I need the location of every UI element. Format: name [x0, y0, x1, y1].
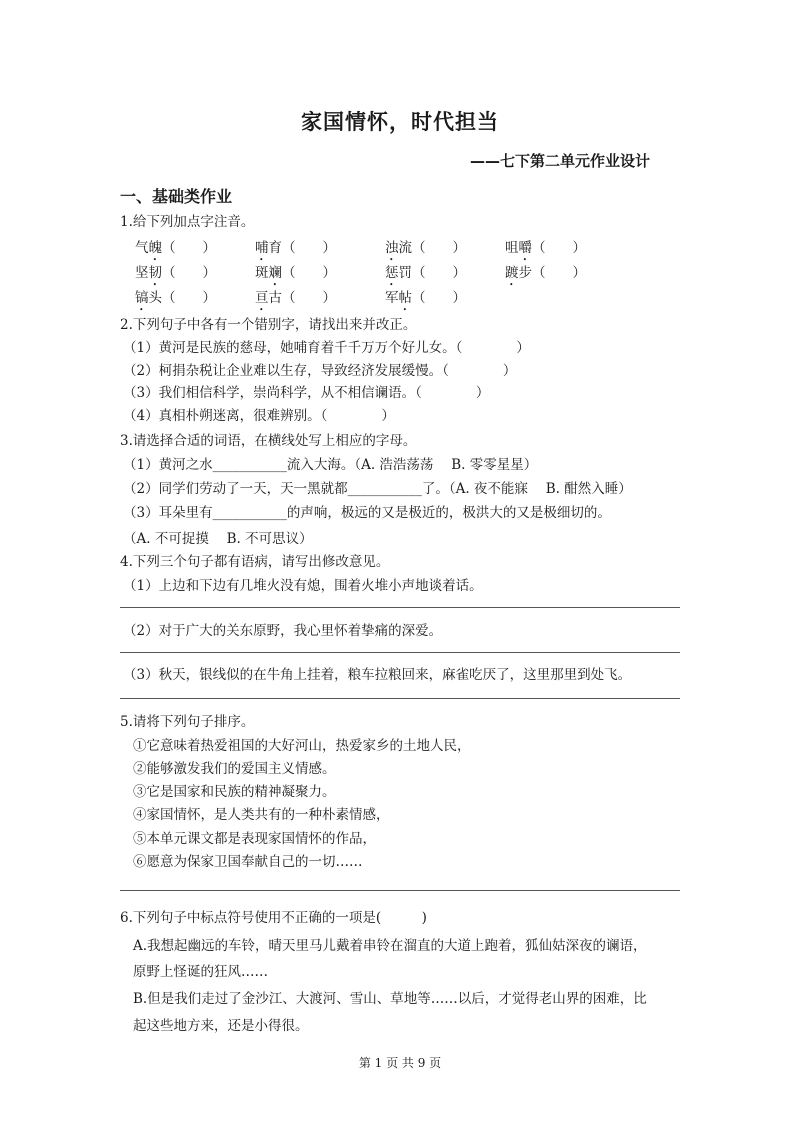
option-b: B.但是我们走过了金沙江、大渡河、雪山、草地等……以后，才觉得老山界的困难，比 [133, 991, 647, 1007]
question-2-stem: 2.下列句子中各有一个错别字，请找出来并改正。 [120, 317, 417, 333]
question-2-line: （3）我们相信科学，崇尚科学，从不相信谰语。（ ） [123, 385, 490, 401]
question-2-line: （4）真相朴朔迷离，很难辨别。（ ） [123, 408, 395, 424]
question-6-stem: 6.下列句子中标点符号使用不正确的一项是( ) [120, 910, 427, 926]
question-4-stem: 4.下列三个句子都有语病，请写出修改意见。 [120, 554, 390, 570]
page-footer: 第 1 页 共 9 页 [358, 1056, 442, 1070]
pinyin-item: 咀嚼（ ） [505, 240, 586, 256]
pinyin-item: 踱步（ ） [505, 265, 586, 281]
question-4-line: （3）秋天，银线似的在牛角上挂着，粮车拉粮回来，麻雀吃厌了，这里那里到处飞。 [123, 667, 632, 683]
question-5-line: ①它意味着热爱祖国的大好河山，热爱家乡的土地人民， [133, 738, 471, 754]
option-a: A.我想起幽远的车铃，晴天里马儿戴着串铃在溜直的大道上跑着，狐仙姑深夜的谰语， [133, 938, 647, 954]
pinyin-item: 气魄（ ） [135, 240, 216, 256]
question-5-line: ②能够激发我们的爱国主义情感。 [133, 761, 336, 777]
pinyin-item: 哺育（ ） [255, 240, 336, 256]
question-3-line: （2）同学们劳动了一天，天一黑就都___________了。（A. 夜不能寐 B. 酣然入睡） [123, 481, 632, 497]
question-5-line: ⑥愿意为保家卫国奉献自己的一切…… [133, 854, 363, 870]
pinyin-item: 斑斓（ ） [255, 265, 336, 281]
answer-line [120, 890, 680, 891]
pinyin-item: 坚韧（ ） [135, 265, 216, 281]
question-3-stem: 3.请选择合适的词语，在横线处写上相应的字母。 [120, 433, 417, 449]
question-5-line: ⑤本单元课文都是表现家国情怀的作品， [133, 831, 376, 847]
page-subtitle: ——七下第二单元作业设计 [470, 152, 651, 170]
question-2-line: （1）黄河是民族的慈母，她哺育着千千万万个好儿女。（ ） [123, 340, 530, 356]
answer-line [120, 698, 680, 699]
question-2-line: （2）柯捐杂税让企业难以生存，导致经济发展缓慢。（ ） [123, 363, 517, 379]
option-b-cont: 起这些地方来，还是小得很。 [133, 1018, 309, 1034]
pinyin-item: 亘古（ ） [255, 290, 336, 306]
pinyin-item: 镐头（ ） [135, 290, 216, 306]
question-5-line: ③它是国家和民族的精神凝聚力。 [133, 784, 336, 800]
answer-line [120, 652, 680, 653]
question-5-line: ④家国情怀，是人类共有的一种朴素情感， [133, 807, 390, 823]
pinyin-item: 浊流（ ） [385, 240, 466, 256]
question-4-line: （1）上边和下边有几堆火没有熄，围着火堆小声地谈着话。 [123, 578, 483, 594]
question-3-line: （1）黄河之水___________流入大海。（A. 浩浩荡荡 B. 零零星星） [123, 457, 538, 473]
page-title: 家国情怀，时代担当 [301, 110, 499, 134]
pinyin-item: 军帖（ ） [385, 290, 466, 306]
question-1-stem: 1.给下列加点字注音。 [120, 214, 255, 230]
question-3-line: （3）耳朵里有___________的声响，极远的又是极近的，极洪大的又是极细切的。 [123, 505, 611, 521]
question-3-options: （A. 不可捉摸 B. 不可思议） [123, 531, 313, 547]
section-heading: 一、基础类作业 [120, 187, 233, 206]
answer-line [120, 607, 680, 608]
pinyin-item: 惩罚（ ） [385, 265, 466, 281]
question-4-line: （2）对于广大的关东原野，我心里怀着挚痛的深爱。 [123, 623, 443, 639]
option-a-cont: 原野上怪诞的狂风…… [133, 964, 268, 980]
question-5-stem: 5.请将下列句子排序。 [120, 714, 255, 730]
